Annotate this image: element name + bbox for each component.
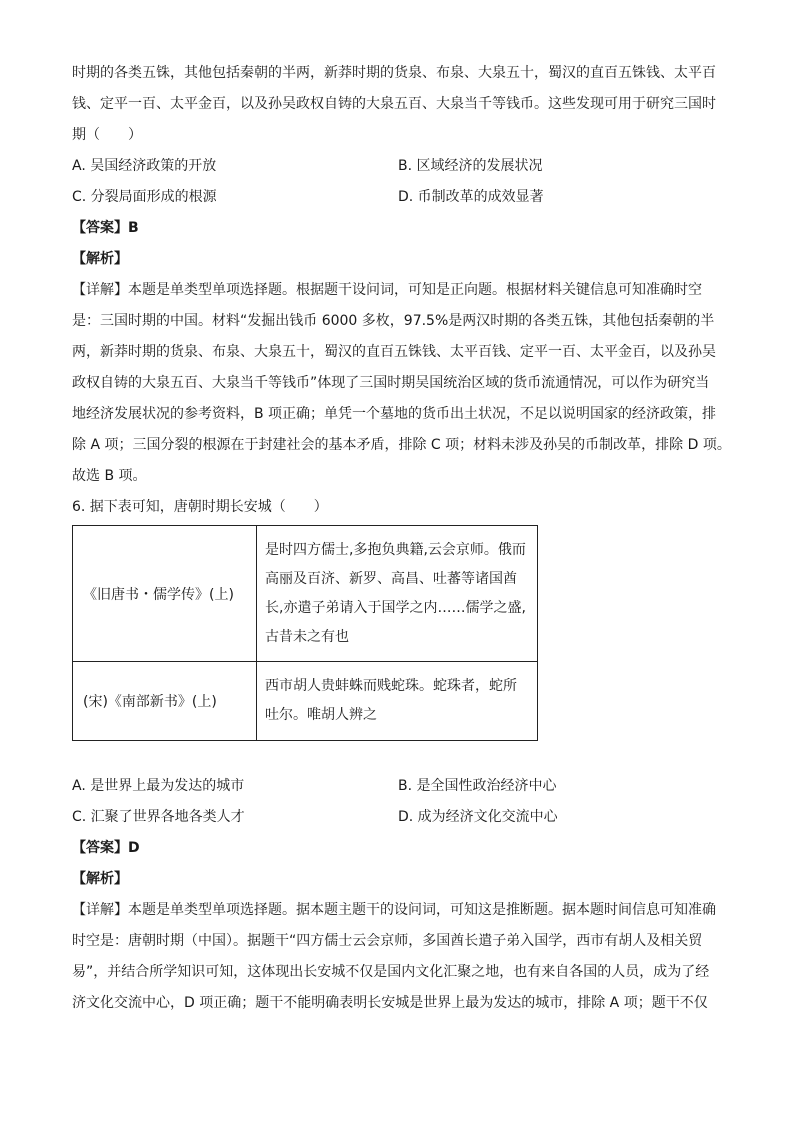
question-stem-line: 时期的各类五铢，其他包括秦朝的半两，新莽时期的货泉、布泉、大泉五十，蜀汉的直百五铢钱、太平百 bbox=[72, 65, 716, 81]
detail-line: 故选 B 项。 bbox=[72, 468, 147, 484]
option-d: D. 币制改革的成效显著 bbox=[398, 189, 544, 205]
source-table bbox=[72, 525, 538, 741]
table-cell-text: 西市胡人贵蚌蛛而贱蛇珠。蛇珠者，蛇所吐尔。唯胡人辨之 bbox=[257, 662, 538, 741]
detail-line: 政权自铸的大泉五百、大泉当千等钱币”体现了三国时期吴国统治区域的货币流通情况，可以作为研究当 bbox=[72, 375, 710, 391]
option-b: B. 区域经济的发展状况 bbox=[398, 158, 543, 174]
option-a: A. 吴国经济政策的开放 bbox=[72, 158, 217, 174]
options-row bbox=[72, 771, 724, 802]
detail-line: 时空是：唐朝时期（中国）。据题干“四方儒士云会京师，多国酋长遣子弟入国学，西市有胡人及相关贸 bbox=[72, 933, 703, 949]
document-page bbox=[72, 58, 731, 1019]
detail-line: 是：三国时期的中国。材料“发掘出钱币 6000 多枚，97.5%是两汉时期的各类五铢，其他包括秦朝的半 bbox=[72, 313, 715, 329]
table-row bbox=[73, 662, 538, 741]
table-cell-source: 《旧唐书・儒学传》(上) bbox=[73, 526, 257, 662]
table-row bbox=[73, 526, 538, 662]
answer-label: 【答案】D bbox=[72, 840, 140, 856]
options-row bbox=[72, 182, 724, 213]
option-b: B. 是全国性政治经济中心 bbox=[398, 778, 557, 794]
detail-line: 除 A 项；三国分裂的根源在于封建社会的基本矛盾，排除 C 项；材料未涉及孙吴的币制改革，排除 D 项。 bbox=[72, 437, 731, 453]
question-stem-line: 期（ ） bbox=[72, 127, 142, 143]
option-d: D. 成为经济文化交流中心 bbox=[398, 809, 558, 825]
detail-line: 济文化交流中心，D 项正确；题干不能明确表明长安城是世界上最为发达的城市，排除 A 项；题干不仅 bbox=[72, 995, 708, 1011]
question-6 bbox=[72, 492, 724, 1019]
detail-line: 两，新莽时期的货泉、布泉、大泉五十，蜀汉的直百五铢钱、太平百钱、定平一百、太平金百，以及孙吴 bbox=[72, 344, 716, 360]
option-c: C. 分裂局面形成的根源 bbox=[72, 189, 217, 205]
question-5 bbox=[72, 58, 731, 492]
options-row bbox=[72, 151, 724, 182]
option-a: A. 是世界上最为发达的城市 bbox=[72, 778, 245, 794]
answer-label: 【答案】B bbox=[72, 220, 139, 236]
analysis-label: 【解析】 bbox=[72, 251, 128, 267]
options-row bbox=[72, 802, 724, 833]
question-stem: 6. 据下表可知，唐朝时期长安城（ ） bbox=[72, 499, 328, 515]
table-cell-text: 是时四方儒士,多抱负典籍,云会京师。俄而高丽及百济、新罗、高昌、吐蕃等诸国酋长,亦遣子弟请入于国学之内……儒学之盛,古昔未之有也 bbox=[257, 526, 538, 662]
analysis-label: 【解析】 bbox=[72, 871, 128, 887]
detail-line: 【详解】本题是单类型单项选择题。根据题干设问词，可知是正向题。根据材料关键信息可知准确时空 bbox=[72, 282, 702, 298]
question-stem-line: 钱、定平一百、太平金百，以及孙吴政权自铸的大泉五百、大泉当千等钱币。这些发现可用于研究三国时 bbox=[72, 96, 716, 112]
table-cell-source: (宋)《南部新书》(上) bbox=[73, 662, 257, 741]
detail-line: 易”，并结合所学知识可知，这体现出长安城不仅是国内文化汇聚之地，也有来自各国的人员，成为了经 bbox=[72, 964, 710, 980]
option-c: C. 汇聚了世界各地各类人才 bbox=[72, 809, 245, 825]
detail-line: 【详解】本题是单类型单项选择题。据本题主题干的设问词，可知这是推断题。据本题时间信息可知准确 bbox=[72, 902, 716, 918]
detail-line: 地经济发展状况的参考资料，B 项正确；单凭一个墓地的货币出土状况，不足以说明国家的经济政策，排 bbox=[72, 406, 717, 422]
